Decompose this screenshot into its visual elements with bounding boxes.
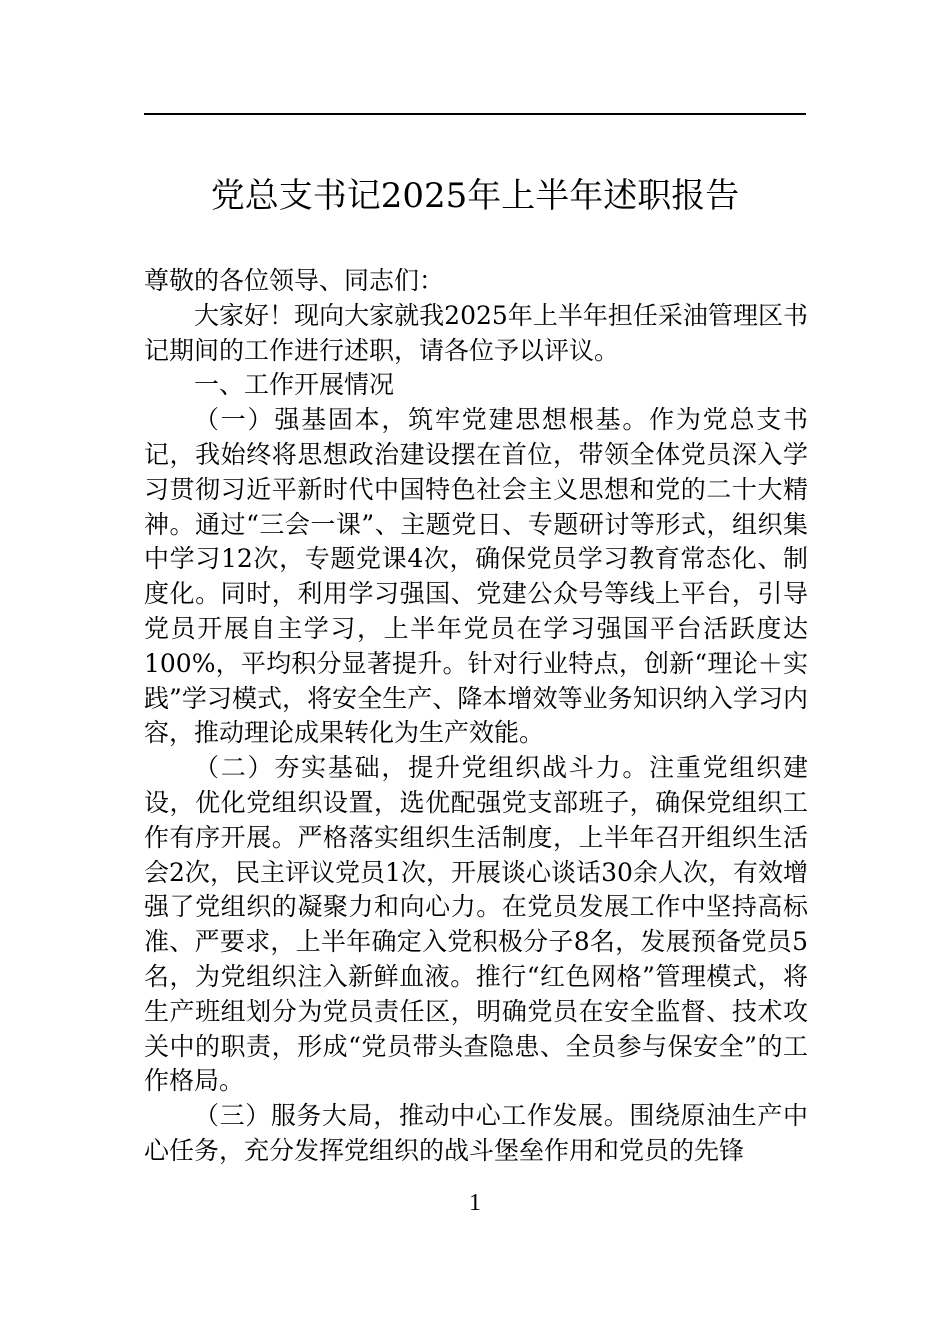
paragraph-section-2: （二）夯实基础，提升党组织战斗力。注重党组织建设，优化党组织设置，选优配强党支部班子，确保党组织工作有序开展。严格落实组织生活制度，上半年召开组织生活会2次，民主评议党员1次，开展谈心谈话30余人次，有效增强了党组织的凝聚力和向心力。在党员发展工作中坚持高标准、严要求，上半年确定入党积极分子8名，发展预备党员5名，为党组织注入新鲜血液。推行“红色网格”管理模式，将生产班组划分为党员责任区，明确党员在安全监督、技术攻关中的职责，形成“党员带头查隐患、全员参与保安全”的工作格局。 (144, 753, 808, 1096)
section-heading: 一、工作开展情况 (194, 370, 395, 400)
document-title: 党总支书记2025年上半年述职报告 (210, 176, 740, 216)
header-rule (144, 113, 806, 115)
paragraph-section-1: （一）强基固本，筑牢党建思想根基。作为党总支书记，我始终将思想政治建设摆在首位，带领全体党员深入学习贯彻习近平新时代中国特色社会主义思想和党的二十大精神。通过“三会一课”、主题党日、专题研讨等形式，组织集中学习12次，专题党课4次，确保党员学习教育常态化、制度化。同时，利用学习强国、党建公众号等线上平台，引导党员开展自主学习，上半年党员在学习强国平台活跃度达100%，平均积分显著提升。针对行业特点，创新“理论＋实践”学习模式，将安全生产、降本增效等业务知识纳入学习内容，推动理论成果转化为生产效能。 (144, 405, 808, 748)
paragraph-greeting: 大家好！现向大家就我2025年上半年担任采油管理区书记期间的工作进行述职，请各位予以评议。 (144, 300, 808, 365)
document-body (144, 264, 808, 1169)
page-number: 1 (469, 1190, 481, 1216)
salutation: 尊敬的各位领导、同志们： (144, 266, 445, 295)
paragraph-section-3: （三）服务大局，推动中心工作发展。围绕原油生产中心任务，充分发挥党组织的战斗堡垒作用和党员的先锋 (144, 1101, 808, 1165)
